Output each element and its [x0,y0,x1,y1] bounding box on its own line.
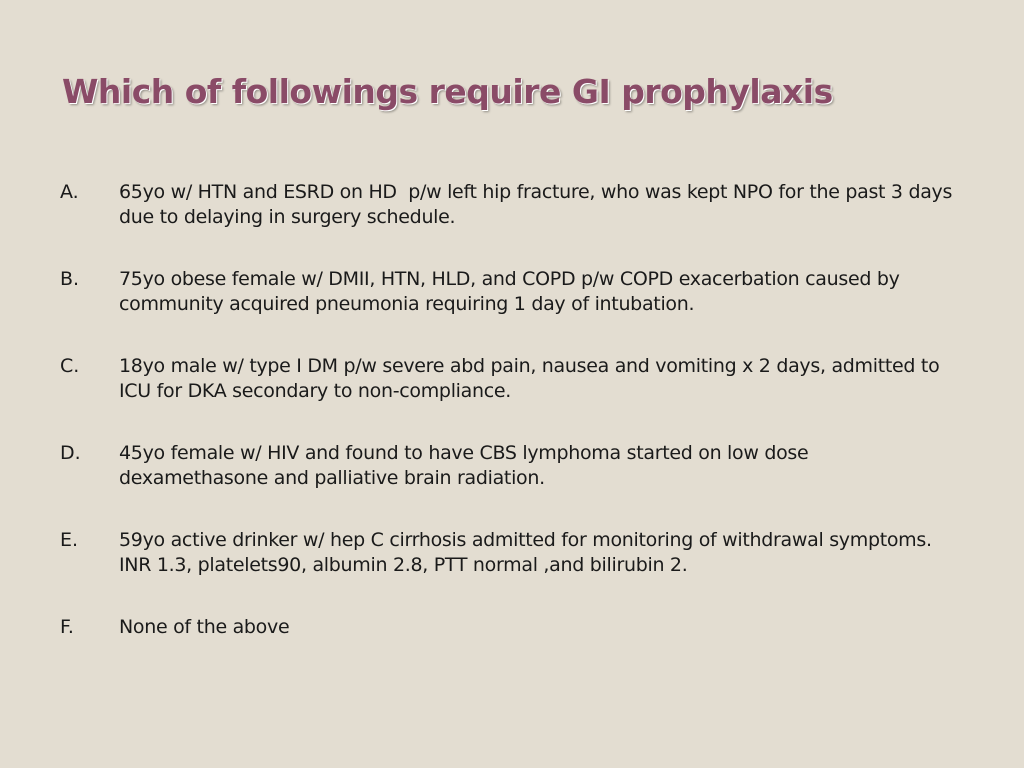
option-text: 45yo female w/ HIV and found to have CBS lymphoma started on low dose dexamethasone and palliative brain radiation. [119,442,815,489]
answer-option-a [60,180,960,230]
option-text: 75yo obese female w/ DMII, HTN, HLD, and COPD p/w COPD exacerbation caused by community acquired pneumonia requiring 1 day of intubation. [119,268,906,315]
option-text: 65yo w/ HTN and ESRD on HD p/w left hip fracture, who was kept NPO for the past 3 days due to delaying in surgery schedule. [119,181,958,228]
option-letter: E. [60,529,79,551]
option-text: 18yo male w/ type I DM p/w severe abd pain, nausea and vomiting x 2 days, admitted to ICU for DKA secondary to non-compliance. [119,355,946,402]
answer-option-d [60,441,960,491]
option-letter: C. [60,355,80,377]
answer-option-b [60,267,960,317]
slide-title: Which of followings require GI prophylaxis [62,72,833,111]
option-letter: D. [60,442,81,464]
option-letter: B. [60,268,80,290]
option-letter: F. [60,616,74,638]
answer-options-list [60,180,960,677]
option-text: 59yo active drinker w/ hep C cirrhosis admitted for monitoring of withdrawal symptoms. INR 1.3, platelets90, albumin 2.8, PTT normal ,and bilirubin 2. [119,529,938,576]
answer-option-e [60,528,960,578]
option-text: None of the above [119,616,290,638]
option-letter: A. [60,181,79,203]
answer-option-f [60,615,960,640]
answer-option-c [60,354,960,404]
